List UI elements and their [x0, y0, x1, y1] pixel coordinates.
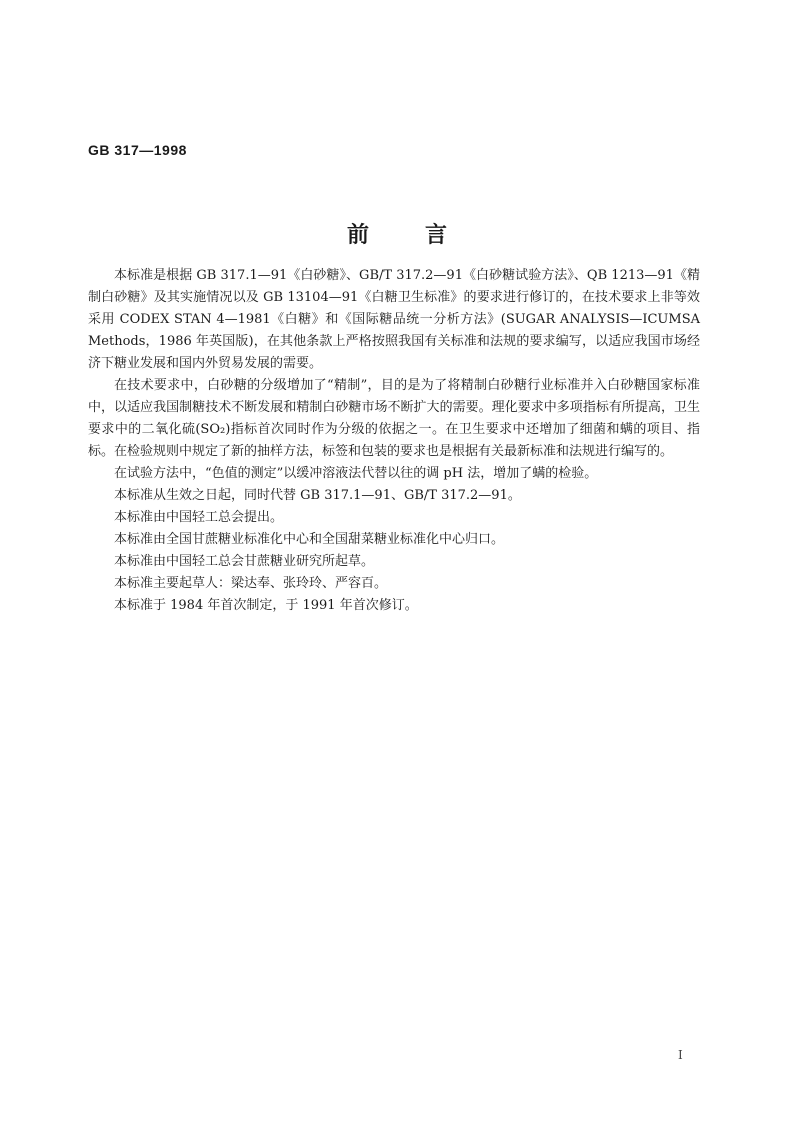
title-char-2: 言 — [425, 223, 448, 248]
standard-code: GB 317—1998 — [88, 142, 187, 158]
foreword-body — [88, 265, 700, 617]
paragraph-proposer: 本标准由中国轻工总会提出。 — [114, 510, 284, 525]
paragraph-technical-requirements: 在技术要求中，白砂糖的分级增加了“精制”，目的是为了将精制白砂糖行业标准并入白砂糖国家标准中，以适应我国制糖技术不断发展和精制白砂糖市场不断扩大的需要。理化要求中多项指标有所提高，卫生要求中的二氧化硫(SO₂)指标首次同时作为分级的依据之一。在卫生要求中还增加了细菌和螨的项目、指标。在检验规则中规定了新的抽样方法，标签和包装的要求也是根据有关最新标准和法规进行编写的。 — [88, 378, 700, 459]
paragraph-effective-date: 本标准从生效之日起，同时代替 GB 317.1—91、GB/T 317.2—91。 — [114, 488, 521, 503]
page-title — [0, 218, 794, 249]
page-number: I — [678, 1048, 683, 1062]
paragraph-history: 本标准于 1984 年首次制定，于 1991 年首次修订。 — [114, 598, 418, 613]
title-char-1: 前 — [346, 223, 369, 248]
paragraph-test-methods: 在试验方法中，“色值的测定”以缓冲溶液法代替以往的调 pH 法，增加了螨的检验。 — [114, 466, 598, 481]
paragraph-drafters: 本标准主要起草人：梁达奉、张玲玲、严容百。 — [114, 576, 388, 591]
paragraph-drafting-unit: 本标准由中国轻工总会甘蔗糖业研究所起草。 — [114, 554, 375, 569]
paragraph-administrator: 本标准由全国甘蔗糖业标准化中心和全国甜菜糖业标准化中心归口。 — [114, 532, 505, 547]
paragraph-basis: 本标准是根据 GB 317.1—91《白砂糖》、GB/T 317.2—91《白砂糖试验方法》、QB 1213—91《精制白砂糖》及其实施情况以及 GB 13104—91《白糖卫生标准》的要求进行修订的，在技术要求上非等效采用 CODEX STAN 4—1981《白糖》和《国际糖品统一分析方法》(SUGAR ANALYSIS—ICUMSA Methods，1986 年英国版)，在其他条款上严格按照我国有关标准和法规的要求编写，以适应我国市场经济下糖业发展和国内外贸易发展的需要。 — [88, 268, 700, 371]
